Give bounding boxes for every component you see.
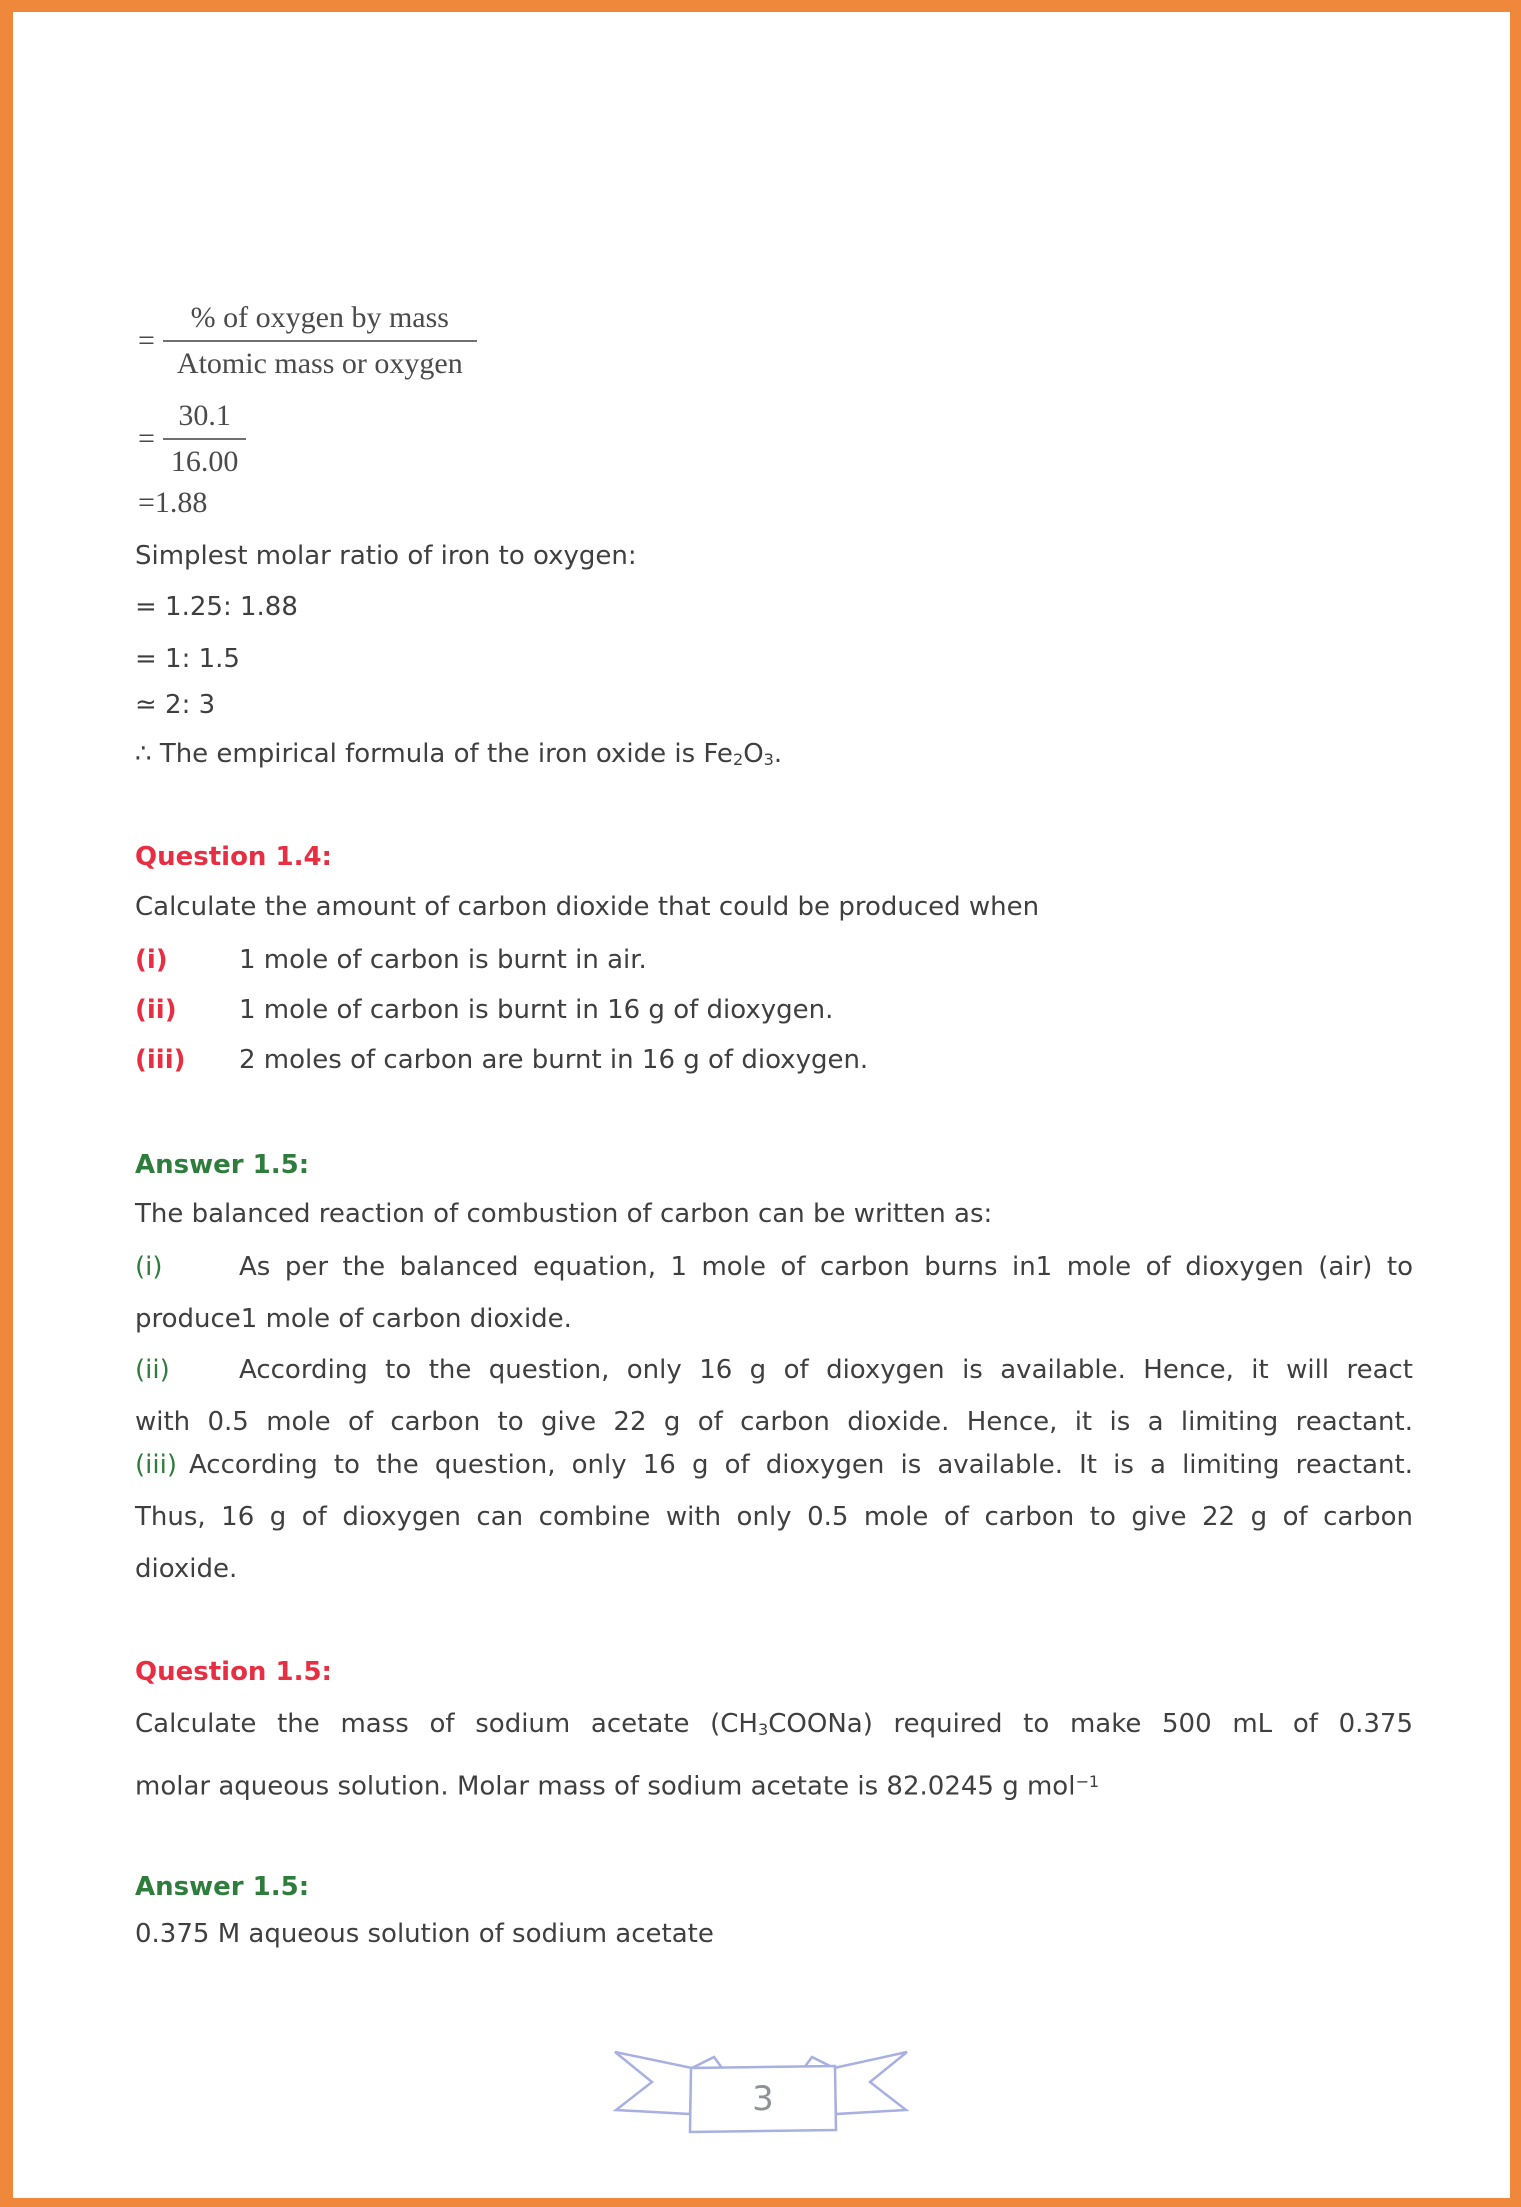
paragraph-text: According to the question, only 16 g of dioxygen is available. It is a limiting reactant. xyxy=(188,1450,1413,1480)
question-1-4-item-ii xyxy=(135,984,1413,1036)
question-1-4-heading: Question 1.4: xyxy=(135,842,332,872)
list-marker-i: (i) xyxy=(135,945,168,975)
paragraph-line xyxy=(135,1241,1413,1293)
answer-1-5-heading: Answer 1.5: xyxy=(135,1872,310,1902)
fraction xyxy=(163,300,477,382)
subscript: 2 xyxy=(732,749,744,769)
answer-1-5-text: 0.375 M aqueous solution of sodium acetate xyxy=(135,1919,714,1949)
question-1-5-heading: Question 1.5: xyxy=(135,1657,332,1687)
equals-sign: = xyxy=(138,324,155,357)
page-number: 3 xyxy=(752,2079,774,2119)
list-item-text: 2 moles of carbon are burnt in 16 g of dioxygen. xyxy=(239,1045,869,1075)
list-marker-ii: (ii) xyxy=(135,1355,170,1385)
fraction-numerator: 30.1 xyxy=(163,398,247,440)
fraction-denominator: 16.00 xyxy=(170,445,239,478)
list-marker-iii: (iii) xyxy=(135,1450,177,1480)
paragraph-text: molar aqueous solution. Molar mass of sodium acetate is 82.0245 g mol xyxy=(135,1771,1076,1802)
answer-1-4-intro: The balanced reaction of combustion of carbon can be written as: xyxy=(135,1199,993,1229)
page-number-ribbon xyxy=(610,2030,912,2140)
list-marker-ii: (ii) xyxy=(135,995,177,1025)
paragraph-text: As per the balanced equation, 1 mole of carbon burns in1 mole of dioxygen (air) to xyxy=(239,1252,1413,1282)
question-1-4-item-iii xyxy=(135,1034,1413,1086)
question-1-4-intro: Calculate the amount of carbon dioxide that could be produced when xyxy=(135,892,1040,922)
conclusion-oxygen: O xyxy=(743,739,764,769)
paragraph-line: produce1 mole of carbon dioxide. xyxy=(135,1304,572,1334)
therefore-symbol: ∴ xyxy=(135,739,160,769)
equals-sign: = xyxy=(138,422,155,455)
paragraph-line xyxy=(135,1698,1413,1756)
ratio-line-1: = 1.25: 1.88 xyxy=(135,592,298,622)
empirical-formula-conclusion xyxy=(135,728,1413,786)
paragraph-text: According to the question, only 16 g of dioxygen is available. Hence, it will react xyxy=(239,1355,1413,1385)
paragraph-line: dioxide. xyxy=(135,1554,238,1584)
answer-1-4-item-i xyxy=(135,1241,1413,1345)
paragraph-text: COONa) required to make 500 mL of 0.375 xyxy=(768,1709,1413,1739)
fraction-oxygen-by-mass xyxy=(138,300,477,382)
question-1-4-item-i xyxy=(135,934,1413,986)
list-marker-iii: (iii) xyxy=(135,1045,186,1075)
paragraph-line xyxy=(135,1756,1413,1812)
subscript: 3 xyxy=(763,749,774,769)
answer-1-4-item-ii xyxy=(135,1344,1413,1448)
question-1-5-text xyxy=(135,1698,1413,1812)
answer-1-4-heading: Answer 1.5: xyxy=(135,1150,310,1180)
list-marker-i: (i) xyxy=(135,1252,163,1282)
fraction-30-1-over-16 xyxy=(138,398,246,480)
paragraph-text: Calculate the mass of sodium acetate (CH xyxy=(135,1709,758,1739)
ratio-line-3: ≃ 2: 3 xyxy=(135,690,216,720)
answer-1-4-item-iii xyxy=(135,1439,1413,1595)
fraction-numerator: % of oxygen by mass xyxy=(163,300,477,342)
paragraph-line xyxy=(135,1439,1413,1491)
fraction-result: =1.88 xyxy=(138,486,208,519)
ratio-intro: Simplest molar ratio of iron to oxygen: xyxy=(135,541,637,571)
conclusion-text: The empirical formula of the iron oxide is Fe xyxy=(159,739,733,769)
fraction xyxy=(163,398,247,480)
subscript: 3 xyxy=(758,1719,769,1739)
paragraph-line: Thus, 16 g of dioxygen can combine with only 0.5 mole of carbon to give 22 g of carbon xyxy=(135,1502,1413,1532)
ratio-line-2: = 1: 1.5 xyxy=(135,644,240,674)
paragraph-line: with 0.5 mole of carbon to give 22 g of carbon dioxide. Hence, it is a limiting reactant. xyxy=(135,1407,1413,1437)
list-item-text: 1 mole of carbon is burnt in air. xyxy=(239,945,647,975)
list-item-text: 1 mole of carbon is burnt in 16 g of dioxygen. xyxy=(239,995,834,1025)
fraction-denominator: Atomic mass or oxygen xyxy=(176,347,463,380)
paragraph-line xyxy=(135,1344,1413,1396)
conclusion-period: . xyxy=(773,739,783,769)
superscript: −1 xyxy=(1075,1771,1100,1791)
